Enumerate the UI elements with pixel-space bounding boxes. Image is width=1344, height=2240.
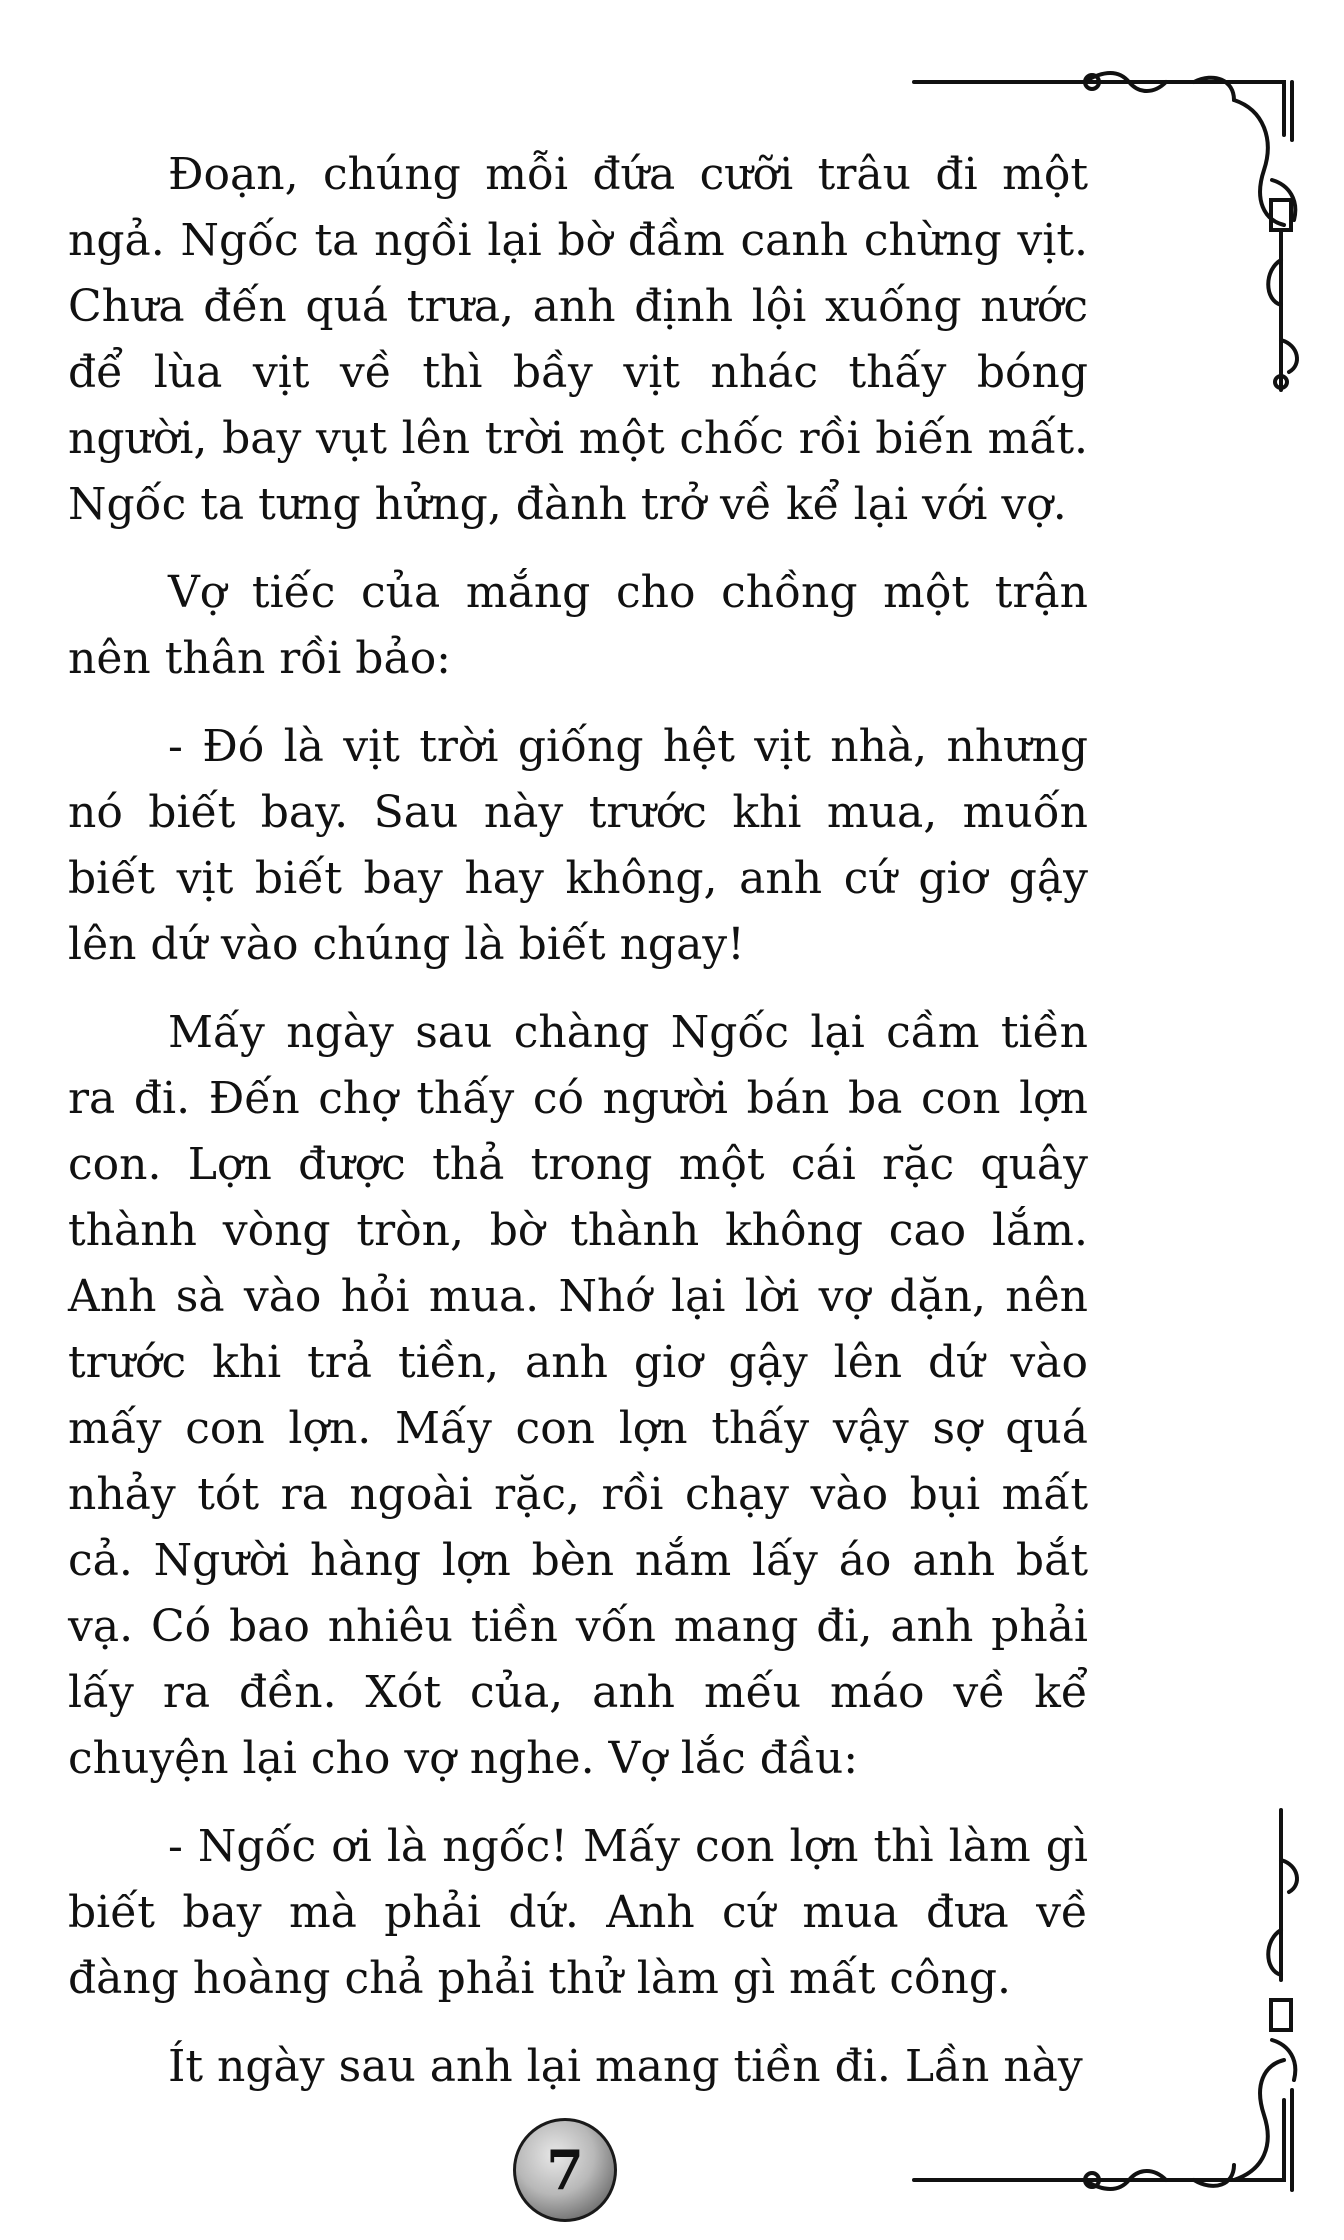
- page-number: 7: [546, 2138, 584, 2202]
- paragraph: Vợ tiếc của mắng cho chồng một trận nên thân rồi bảo:: [68, 567, 1088, 684]
- paragraph: Mấy ngày sau chàng Ngốc lại cầm tiền ra đi. Đến chợ thấy có người bán ba con lợn con. Lợn được thả trong một cái rặc quây thành vòng tròn, bờ thành không cao lắm. Anh sà vào hỏi mua. Nhớ lại lời vợ dặn, nên trước khi trả tiền, anh giơ gậy lên dứ vào mấy con lợn. Mấy con lợn thấy vậy sợ quá nhảy tót ra ngoài rặc, rồi chạy vào bụi mất cả. Người hàng lợn bèn nắm lấy áo anh bắt vạ. Có bao nhiêu tiền vốn mang đi, anh phải lấy ra đền. Xót của, anh mếu máo về kể chuyện lại cho vợ nghe. Vợ lắc đầu:: [68, 1007, 1088, 1784]
- paragraph: - Đó là vịt trời giống hệt vịt nhà, nhưng nó biết bay. Sau này trước khi mua, muốn biết vịt biết bay hay không, anh cứ giơ gậy lên dứ vào chúng là biết ngay!: [68, 721, 1088, 970]
- page-number-badge: [513, 2118, 617, 2222]
- paragraph: Ít ngày sau anh lại mang tiền đi. Lần này: [168, 2041, 1083, 2092]
- corner-ornament-bottom-icon: [904, 1800, 1344, 2220]
- paragraph: - Ngốc ơi là ngốc! Mấy con lợn thì làm gì biết bay mà phải dứ. Anh cứ mua đưa về đàng hoàng chả phải thử làm gì mất công.: [68, 1821, 1088, 2004]
- paragraph: Đoạn, chúng mỗi đứa cưỡi trâu đi một ngả. Ngốc ta ngồi lại bờ đầm canh chừng vịt. Chưa đến quá trưa, anh định lội xuống nước để lùa vịt về thì bầy vịt nhác thấy bóng người, bay vụt lên trời một chốc rồi biến mất. Ngốc ta tưng hửng, đành trở về kể lại với vợ.: [68, 149, 1088, 530]
